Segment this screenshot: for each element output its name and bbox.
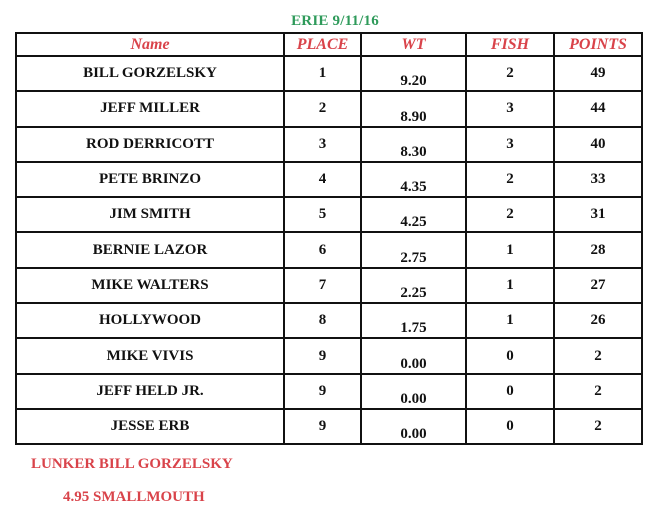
weight-cell: 0.00 [361, 374, 466, 409]
place-cell: 4 [284, 162, 361, 197]
table-row [16, 374, 642, 409]
header-wt: WT [361, 33, 466, 56]
table-row [16, 91, 642, 126]
points-cell: 28 [554, 232, 642, 267]
fish-cell: 0 [466, 338, 554, 373]
weight-cell: 4.25 [361, 197, 466, 232]
weight-cell: 1.75 [361, 303, 466, 338]
place-cell: 7 [284, 268, 361, 303]
place-cell: 9 [284, 409, 361, 444]
points-cell: 44 [554, 91, 642, 126]
name-cell: BERNIE LAZOR [16, 232, 284, 267]
points-cell: 27 [554, 268, 642, 303]
header-row [16, 33, 642, 56]
name-cell: MIKE VIVIS [16, 338, 284, 373]
points-cell: 2 [554, 338, 642, 373]
place-cell: 8 [284, 303, 361, 338]
points-cell: 49 [554, 56, 642, 91]
lunker-weight: 4.95 SMALLMOUTH [63, 489, 205, 505]
name-cell: BILL GORZELSKY [16, 56, 284, 91]
fish-cell: 1 [466, 232, 554, 267]
header-points: POINTS [554, 33, 642, 56]
name-cell: PETE BRINZO [16, 162, 284, 197]
name-cell: ROD DERRICOTT [16, 127, 284, 162]
weight-cell: 0.00 [361, 409, 466, 444]
name-cell: HOLLYWOOD [16, 303, 284, 338]
fish-cell: 3 [466, 91, 554, 126]
name-cell: MIKE WALTERS [16, 268, 284, 303]
table-row [16, 162, 642, 197]
table-row [16, 268, 642, 303]
table-row [16, 232, 642, 267]
fish-cell: 2 [466, 162, 554, 197]
table-row [16, 338, 642, 373]
place-cell: 9 [284, 338, 361, 373]
fish-cell: 2 [466, 56, 554, 91]
weight-cell: 0.00 [361, 338, 466, 373]
points-cell: 31 [554, 197, 642, 232]
name-cell: JEFF MILLER [16, 91, 284, 126]
weight-cell: 8.90 [361, 91, 466, 126]
name-cell: JEFF HELD JR. [16, 374, 284, 409]
place-cell: 3 [284, 127, 361, 162]
table-row [16, 409, 642, 444]
weight-cell: 4.35 [361, 162, 466, 197]
fish-cell: 3 [466, 127, 554, 162]
table-row [16, 197, 642, 232]
name-cell: JIM SMITH [16, 197, 284, 232]
table-row [16, 303, 642, 338]
points-cell: 26 [554, 303, 642, 338]
fish-cell: 0 [466, 409, 554, 444]
fish-cell: 0 [466, 374, 554, 409]
fish-cell: 1 [466, 303, 554, 338]
points-cell: 33 [554, 162, 642, 197]
header-place: PLACE [284, 33, 361, 56]
header-fish: FISH [466, 33, 554, 56]
name-cell: JESSE ERB [16, 409, 284, 444]
points-cell: 40 [554, 127, 642, 162]
fish-cell: 2 [466, 197, 554, 232]
weight-cell: 9.20 [361, 56, 466, 91]
table-row [16, 127, 642, 162]
points-cell: 2 [554, 409, 642, 444]
place-cell: 1 [284, 56, 361, 91]
place-cell: 6 [284, 232, 361, 267]
lunker-label: LUNKER BILL GORZELSKY [31, 456, 233, 472]
weight-cell: 8.30 [361, 127, 466, 162]
results-table [15, 32, 643, 445]
fish-cell: 1 [466, 268, 554, 303]
weight-cell: 2.75 [361, 232, 466, 267]
header-name: Name [16, 33, 284, 56]
place-cell: 5 [284, 197, 361, 232]
place-cell: 2 [284, 91, 361, 126]
table-row [16, 56, 642, 91]
points-cell: 2 [554, 374, 642, 409]
place-cell: 9 [284, 374, 361, 409]
event-title: ERIE 9/11/16 [291, 13, 379, 29]
weight-cell: 2.25 [361, 268, 466, 303]
